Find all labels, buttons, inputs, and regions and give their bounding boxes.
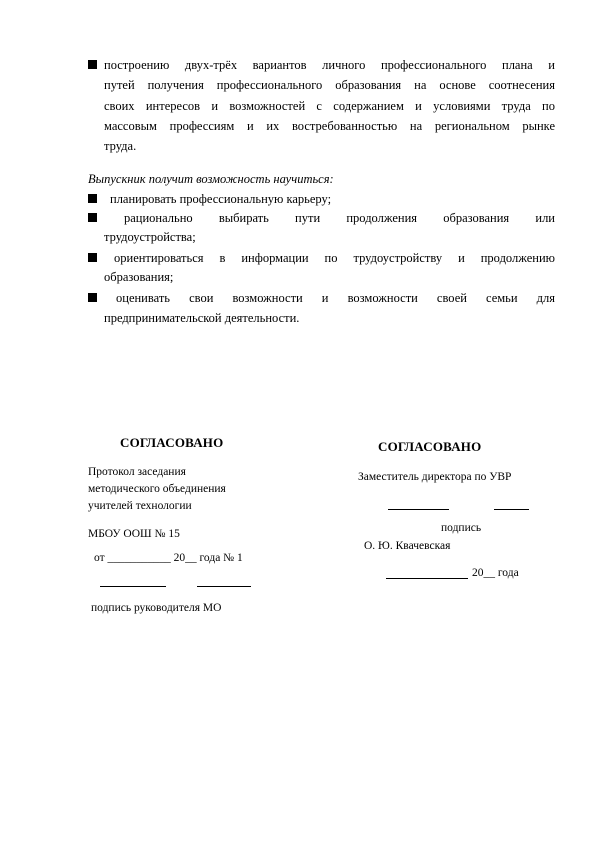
left-approval-line: Протокол заседания	[88, 466, 186, 478]
plan-line: своих интересов и возможностей с содержанием и условиями труда по	[104, 99, 555, 113]
signature-rule	[100, 586, 166, 587]
left-approval-line: учителей технологии	[88, 500, 192, 512]
plan-line: построению двух-трёх вариантов личного профессионального плана и	[104, 58, 555, 72]
bullet-marker	[88, 213, 97, 222]
plan-line: труда.	[104, 139, 137, 153]
plan-line: путей получения профессионального образования на основе соотнесения	[104, 78, 555, 92]
signature-rule	[494, 509, 529, 510]
left-approval-heading: СОГЛАСОВАНО	[120, 435, 224, 450]
deputy-position: Заместитель директора по УВР	[358, 471, 512, 483]
date-rule	[386, 578, 468, 579]
protocol-date-line: от ___________ 20__ года № 1	[94, 552, 243, 564]
graduate-item-line: оценивать свои возможности и возможности своей семьи для	[116, 291, 555, 305]
graduate-item-line: предпринимательской деятельности.	[104, 311, 300, 325]
signature-rule	[388, 509, 449, 510]
graduate-item-line: трудоустройства;	[104, 230, 196, 244]
right-approval-heading: СОГЛАСОВАНО	[378, 439, 482, 454]
graduate-intro: Выпускник получит возможность научиться:	[88, 172, 334, 186]
graduate-item-line: рационально выбирать пути продолжения образования или	[124, 211, 555, 225]
graduate-item-line: образования;	[104, 270, 174, 284]
bullet-marker	[88, 60, 97, 69]
school-name: МБОУ ООШ № 15	[88, 528, 180, 540]
bullet-marker	[88, 194, 97, 203]
bullet-marker	[88, 253, 97, 262]
right-year-text: 20__ года	[472, 567, 519, 579]
right-signature-caption: подпись	[441, 522, 482, 534]
graduate-item-line: ориентироваться в информации по трудоустройству и продолжению	[114, 251, 555, 265]
bullet-marker	[88, 293, 97, 302]
left-approval-line: методического объединения	[88, 483, 226, 495]
deputy-name: О. Ю. Квачевская	[364, 540, 451, 552]
plan-line: массовым профессиям и их востребованностью на региональном рынке	[104, 119, 555, 133]
left-signature-caption: подпись руководителя МО	[91, 602, 222, 614]
signature-rule	[197, 586, 251, 587]
graduate-item-line: планировать профессиональную карьеру;	[110, 192, 332, 206]
